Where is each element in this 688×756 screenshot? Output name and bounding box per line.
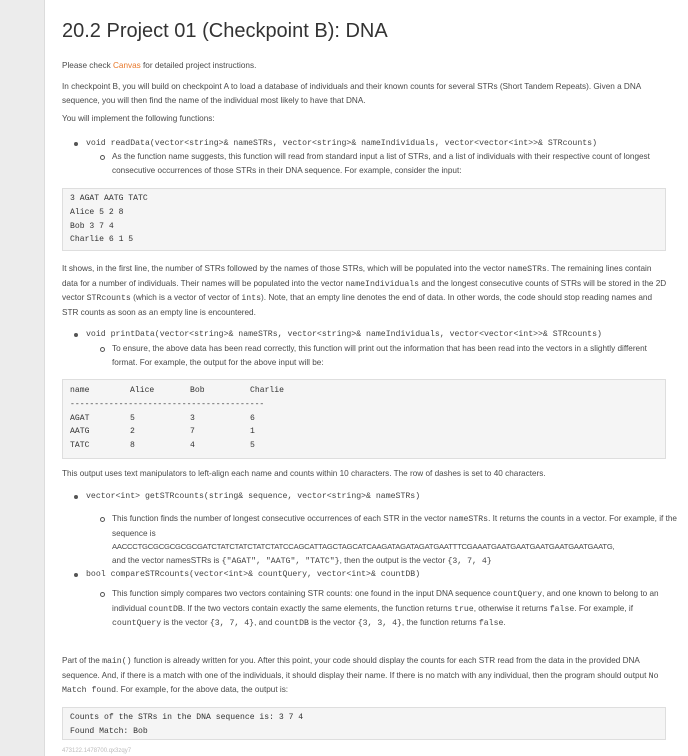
input-line: Bob 3 7 4 <box>70 221 114 231</box>
output-line: Counts of the STRs in the DNA sequence is: 3 7 4 <box>70 713 304 722</box>
output-dashes-row: ---------------------------------------- <box>70 399 265 409</box>
bullet-dot <box>74 495 78 499</box>
explain-paragraph: It shows, in the first line, the number of STRs followed by the names of those STRs, which will be populated into the vector nameSTRs. The remaining lines contain data for a number of individuals. Their names will be populated into the vector nameIndividuals and the longest consecutive counts of STRs will be stored in the 2D vector STRcounts (which is a vector of vector of ints). Note, that an empty line denotes the end of data. In other words, the code should stop reading names and STR counts as soon as an empty line is encountered. <box>62 264 667 317</box>
input-line: 3 AGAT AATG TATC <box>70 194 148 203</box>
sub-bullet <box>100 517 105 522</box>
readdata-signature: void readData(vector<string>& nameSTRs, vector<string>& nameIndividuals, vector<vector<int>>& STRcounts) <box>86 139 597 148</box>
output-row: AGAT 5 3 6 <box>70 413 255 423</box>
intro-paragraph: In checkpoint B, you will build on checkpoint A to load a database of individuals and their known counts for several STRs (Short Tandem Repeats). Given a DNA sequence, you will then find the name of the individual most likely to have that DNA. <box>62 82 641 105</box>
sub-bullet <box>100 592 105 597</box>
sub-bullet <box>100 347 105 352</box>
bullet-dot <box>74 333 78 337</box>
output-row: AATG 2 7 1 <box>70 427 255 437</box>
main-paragraph: Part of the main() function is already written for you. After this point, your code should display the counts for each STR read from the data in the provided DNA sequence. And, if there is a match with one of the individuals, it should display their name. If there is no match with any individual, then the program should output No Match found. For example, for the above data, the output is: <box>62 656 659 696</box>
input-line: Charlie 6 1 5 <box>70 235 134 245</box>
output-code-block <box>62 379 666 459</box>
footer-id: 473122.1478700.qx3zqy7 <box>62 748 132 754</box>
bullet-dot <box>74 142 78 146</box>
getstrcounts-signature: vector<int> getSTRcounts(string& sequence, vector<string>& nameSTRs) <box>86 492 421 501</box>
output-line: Found Match: Bob <box>70 726 148 736</box>
bullet-dot <box>74 573 78 577</box>
output-note: This output uses text manipulators to left-align each name and counts within 10 characters. The row of dashes is set to 40 characters. <box>62 469 546 478</box>
output-header-row: name Alice Bob Charlie <box>70 386 284 395</box>
comparestrcounts-signature: bool compareSTRcounts(vector<int>& countQuery, vector<int>& countDB) <box>86 570 421 579</box>
check-canvas-line: Please check Canvas for detailed project instructions. <box>62 61 257 70</box>
canvas-link[interactable]: Canvas <box>112 61 141 70</box>
implement-line: You will implement the following functions: <box>62 114 215 123</box>
input-code-block <box>62 188 666 251</box>
dna-sequence: AACCCTGCGCGCGCGCGATCTATCTATCTATCTATCCAGCATTAGCTAGCATCAAGATAGATAGATGAATTTCGAAATGAATGAATGAATGAATGAATGAATG, <box>112 542 615 552</box>
sub-bullet <box>100 155 105 160</box>
output-table <box>70 384 310 453</box>
final-output-block <box>62 707 666 740</box>
printdata-signature: void printData(vector<string>& nameSTRs, vector<string>& nameIndividuals, vector<vector<int>>& STRcounts) <box>86 330 602 339</box>
page: 20.2 Project 01 (Checkpoint B): DNA Please check Canvas for detailed project instructions. In checkpoint B, you will build on checkpoint A to load a database of individuals and their known counts for several STRs (Short Tandem Repeats). Given a DNA sequence, you will then find the name of the individual most likely to have that DNA. You will implement the following functions: void readData(vector<string>& nameSTRs, vector<string>& nameIndividuals, vector<vector<int>>& STRcounts) As the function name suggests, this function will read from standard input a list of STRs, and a list of individuals with their respective count of longest consecutive occurrences of those STRs in their DNA sequence. For example, consider the input: 3 AGAT AATG TATC Alice 5 2 8 Bob 3 7 4 Charlie 6 1 5 It shows, in the first line, the number of STRs followed by the names of those STRs, which will be populated into the vector nameSTRs. The remaining lines contain data for a number of individuals. Their names will be populated into the vector nameIndividuals and the longest consecutive counts of STRs will be stored in the 2D vector STRcounts (which is a vector of vector of ints). Note, that an empty line denotes the end of data. In other words, the code should stop reading names and STR counts as soon as an empty line is encountered. void printData(vector<string>& nameSTRs, vector<string>& nameIndividuals, vector<vector<int>>& STRcounts) To ensure, the above data has been read correctly, this function will print out the information that has been read into the vectors in a slightly different format. For example, the output for the above input will be: name Alice Bob Charlie ---------------------------------------- AGAT 5 3 6 AATG 2 7 1 TATC 8 4 5 This output uses text manipulators to left-align each name and counts within 10 characters. The row of dashes is set to 40 characters. vector<int> getSTRcounts(string& sequence, vector<string>& nameSTRs) This function finds the number of longest consecutive occurrences of each STR in the vector nameSTRs. It returns the counts in a vector. For example, if the sequence is AACCCTGCGCGCGCGCGATCTATCTATCTATCTATCCAGCATTAGCTAGCATCAAGATAGATAGATGAATTTCGAAATGAATGAATGAATGAATGAATGAATG, and the vector namesSTRs is {"AGAT", "AATG", "TATC"}, then the output is the vector {3, 7, 4} bool compareSTRcounts(vector<int>& countQuery, vector<int>& countDB) This function simply compares two vectors containing STR counts: one found in the input DNA sequence countQuery, and one known to belong to an individual countDB. If the two vectors contain exactly the same elements, the function returns true, otherwise it returns false. For example, if countQuery is the vector {3, 7, 4}, and countDB is the vector {3, 3, 4}, the function returns false. Part of the main() function is already written for you. After this point, your code should display the counts for each STR read from the data in the provided DNA sequence. And, if there is a match with one of the individuals, it should display their name. If there is no match with any individual, then the program should output No Match found. For example, for the above data, the output is: Counts of the STRs in the DNA sequence is: 3 7 4 Found Match: Bob 473122.1478700.qx3zqy7 <box>44 0 688 756</box>
input-line: Alice 5 2 8 <box>70 207 124 217</box>
output-row: TATC 8 4 5 <box>70 441 255 451</box>
page-title: 20.2 Project 01 (Checkpoint B): DNA <box>62 20 388 42</box>
